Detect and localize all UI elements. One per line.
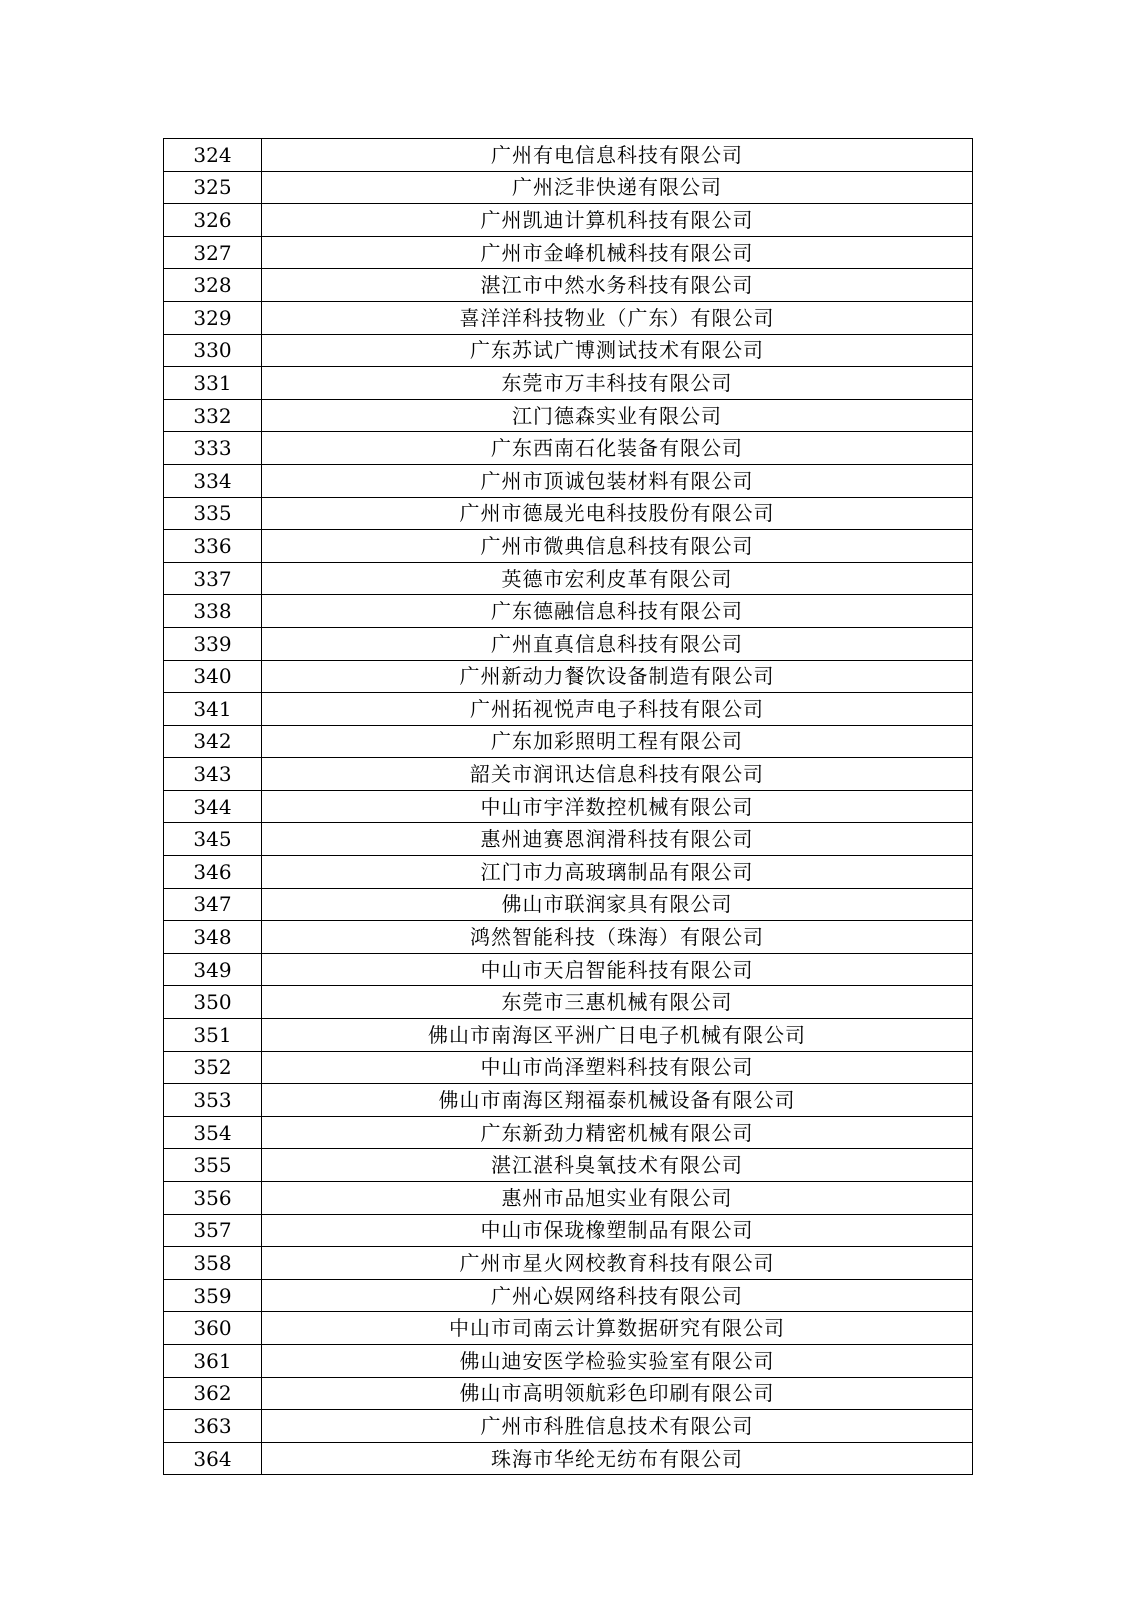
row-number: 344 xyxy=(164,790,262,823)
table-row xyxy=(164,1084,973,1117)
row-number: 325 xyxy=(164,171,262,204)
company-name: 湛江市中然水务科技有限公司 xyxy=(262,269,973,302)
table-row xyxy=(164,530,973,563)
company-name: 广州有电信息科技有限公司 xyxy=(262,139,973,172)
table-row xyxy=(164,1149,973,1182)
row-number: 356 xyxy=(164,1182,262,1215)
table-row xyxy=(164,301,973,334)
company-name: 广州市星火网校教育科技有限公司 xyxy=(262,1247,973,1280)
row-number: 358 xyxy=(164,1247,262,1280)
row-number: 361 xyxy=(164,1344,262,1377)
row-number: 332 xyxy=(164,399,262,432)
table-row xyxy=(164,367,973,400)
table-row xyxy=(164,856,973,889)
row-number: 331 xyxy=(164,367,262,400)
row-number: 347 xyxy=(164,888,262,921)
table-row xyxy=(164,1377,973,1410)
table-row xyxy=(164,953,973,986)
company-name: 广州泛非快递有限公司 xyxy=(262,171,973,204)
company-name: 惠州迪赛恩润滑科技有限公司 xyxy=(262,823,973,856)
table-row xyxy=(164,1247,973,1280)
table-row xyxy=(164,1442,973,1475)
company-name: 广州市金峰机械科技有限公司 xyxy=(262,236,973,269)
table-row xyxy=(164,1312,973,1345)
company-name: 佛山市南海区平洲广日电子机械有限公司 xyxy=(262,1019,973,1052)
company-name: 湛江湛科臭氧技术有限公司 xyxy=(262,1149,973,1182)
company-name: 广州拓视悦声电子科技有限公司 xyxy=(262,693,973,726)
row-number: 328 xyxy=(164,269,262,302)
table-row xyxy=(164,432,973,465)
company-name: 佛山市高明领航彩色印刷有限公司 xyxy=(262,1377,973,1410)
row-number: 346 xyxy=(164,856,262,889)
row-number: 345 xyxy=(164,823,262,856)
company-name: 鸿然智能科技（珠海）有限公司 xyxy=(262,921,973,954)
table-row xyxy=(164,204,973,237)
row-number: 336 xyxy=(164,530,262,563)
table-row xyxy=(164,1279,973,1312)
company-name: 佛山迪安医学检验实验室有限公司 xyxy=(262,1344,973,1377)
row-number: 352 xyxy=(164,1051,262,1084)
table-row xyxy=(164,693,973,726)
table-row xyxy=(164,269,973,302)
company-name: 珠海市华纶无纺布有限公司 xyxy=(262,1442,973,1475)
table-row xyxy=(164,562,973,595)
company-name: 江门德森实业有限公司 xyxy=(262,399,973,432)
table-row xyxy=(164,139,973,172)
company-name: 广州市科胜信息技术有限公司 xyxy=(262,1410,973,1443)
row-number: 362 xyxy=(164,1377,262,1410)
table-row xyxy=(164,725,973,758)
table-row xyxy=(164,758,973,791)
table-row xyxy=(164,888,973,921)
row-number: 364 xyxy=(164,1442,262,1475)
company-name: 中山市保珑橡塑制品有限公司 xyxy=(262,1214,973,1247)
table-row xyxy=(164,171,973,204)
table-row xyxy=(164,660,973,693)
row-number: 324 xyxy=(164,139,262,172)
row-number: 326 xyxy=(164,204,262,237)
company-name: 中山市宇洋数控机械有限公司 xyxy=(262,790,973,823)
table-row xyxy=(164,1410,973,1443)
row-number: 341 xyxy=(164,693,262,726)
company-name: 东莞市三惠机械有限公司 xyxy=(262,986,973,1019)
table-row xyxy=(164,497,973,530)
company-name: 广东苏试广博测试技术有限公司 xyxy=(262,334,973,367)
row-number: 330 xyxy=(164,334,262,367)
row-number: 348 xyxy=(164,921,262,954)
table-row xyxy=(164,1214,973,1247)
row-number: 334 xyxy=(164,464,262,497)
row-number: 353 xyxy=(164,1084,262,1117)
company-name: 惠州市品旭实业有限公司 xyxy=(262,1182,973,1215)
table-row xyxy=(164,823,973,856)
row-number: 340 xyxy=(164,660,262,693)
row-number: 350 xyxy=(164,986,262,1019)
table-row xyxy=(164,627,973,660)
row-number: 335 xyxy=(164,497,262,530)
table-row xyxy=(164,595,973,628)
table-row xyxy=(164,921,973,954)
company-name: 广州市顶诚包装材料有限公司 xyxy=(262,464,973,497)
company-name: 广州凯迪计算机科技有限公司 xyxy=(262,204,973,237)
row-number: 339 xyxy=(164,627,262,660)
table-row xyxy=(164,790,973,823)
company-name: 佛山市南海区翔福泰机械设备有限公司 xyxy=(262,1084,973,1117)
row-number: 338 xyxy=(164,595,262,628)
company-name: 广州心娱网络科技有限公司 xyxy=(262,1279,973,1312)
company-name: 韶关市润讯达信息科技有限公司 xyxy=(262,758,973,791)
table-row xyxy=(164,334,973,367)
company-name: 中山市司南云计算数据研究有限公司 xyxy=(262,1312,973,1345)
company-name: 江门市力高玻璃制品有限公司 xyxy=(262,856,973,889)
row-number: 355 xyxy=(164,1149,262,1182)
row-number: 349 xyxy=(164,953,262,986)
row-number: 337 xyxy=(164,562,262,595)
row-number: 342 xyxy=(164,725,262,758)
row-number: 360 xyxy=(164,1312,262,1345)
row-number: 351 xyxy=(164,1019,262,1052)
table-row xyxy=(164,986,973,1019)
row-number: 359 xyxy=(164,1279,262,1312)
company-name: 广州新动力餐饮设备制造有限公司 xyxy=(262,660,973,693)
row-number: 333 xyxy=(164,432,262,465)
table-row xyxy=(164,399,973,432)
table-row xyxy=(164,464,973,497)
company-name: 中山市天启智能科技有限公司 xyxy=(262,953,973,986)
row-number: 357 xyxy=(164,1214,262,1247)
company-name: 广东加彩照明工程有限公司 xyxy=(262,725,973,758)
row-number: 329 xyxy=(164,301,262,334)
company-name: 佛山市联润家具有限公司 xyxy=(262,888,973,921)
company-list-table xyxy=(163,138,973,1475)
company-name: 广东西南石化装备有限公司 xyxy=(262,432,973,465)
row-number: 354 xyxy=(164,1116,262,1149)
company-name: 广州市德晟光电科技股份有限公司 xyxy=(262,497,973,530)
table-row xyxy=(164,1019,973,1052)
row-number: 327 xyxy=(164,236,262,269)
company-name: 广东新劲力精密机械有限公司 xyxy=(262,1116,973,1149)
table-body xyxy=(164,139,973,1475)
table-row xyxy=(164,1344,973,1377)
company-name: 英德市宏利皮革有限公司 xyxy=(262,562,973,595)
company-name: 喜洋洋科技物业（广东）有限公司 xyxy=(262,301,973,334)
table-row xyxy=(164,1182,973,1215)
company-name: 广州市微典信息科技有限公司 xyxy=(262,530,973,563)
table-row xyxy=(164,236,973,269)
row-number: 363 xyxy=(164,1410,262,1443)
company-name: 广东德融信息科技有限公司 xyxy=(262,595,973,628)
company-name: 东莞市万丰科技有限公司 xyxy=(262,367,973,400)
company-name: 广州直真信息科技有限公司 xyxy=(262,627,973,660)
table-row xyxy=(164,1051,973,1084)
company-name: 中山市尚泽塑料科技有限公司 xyxy=(262,1051,973,1084)
table-row xyxy=(164,1116,973,1149)
row-number: 343 xyxy=(164,758,262,791)
